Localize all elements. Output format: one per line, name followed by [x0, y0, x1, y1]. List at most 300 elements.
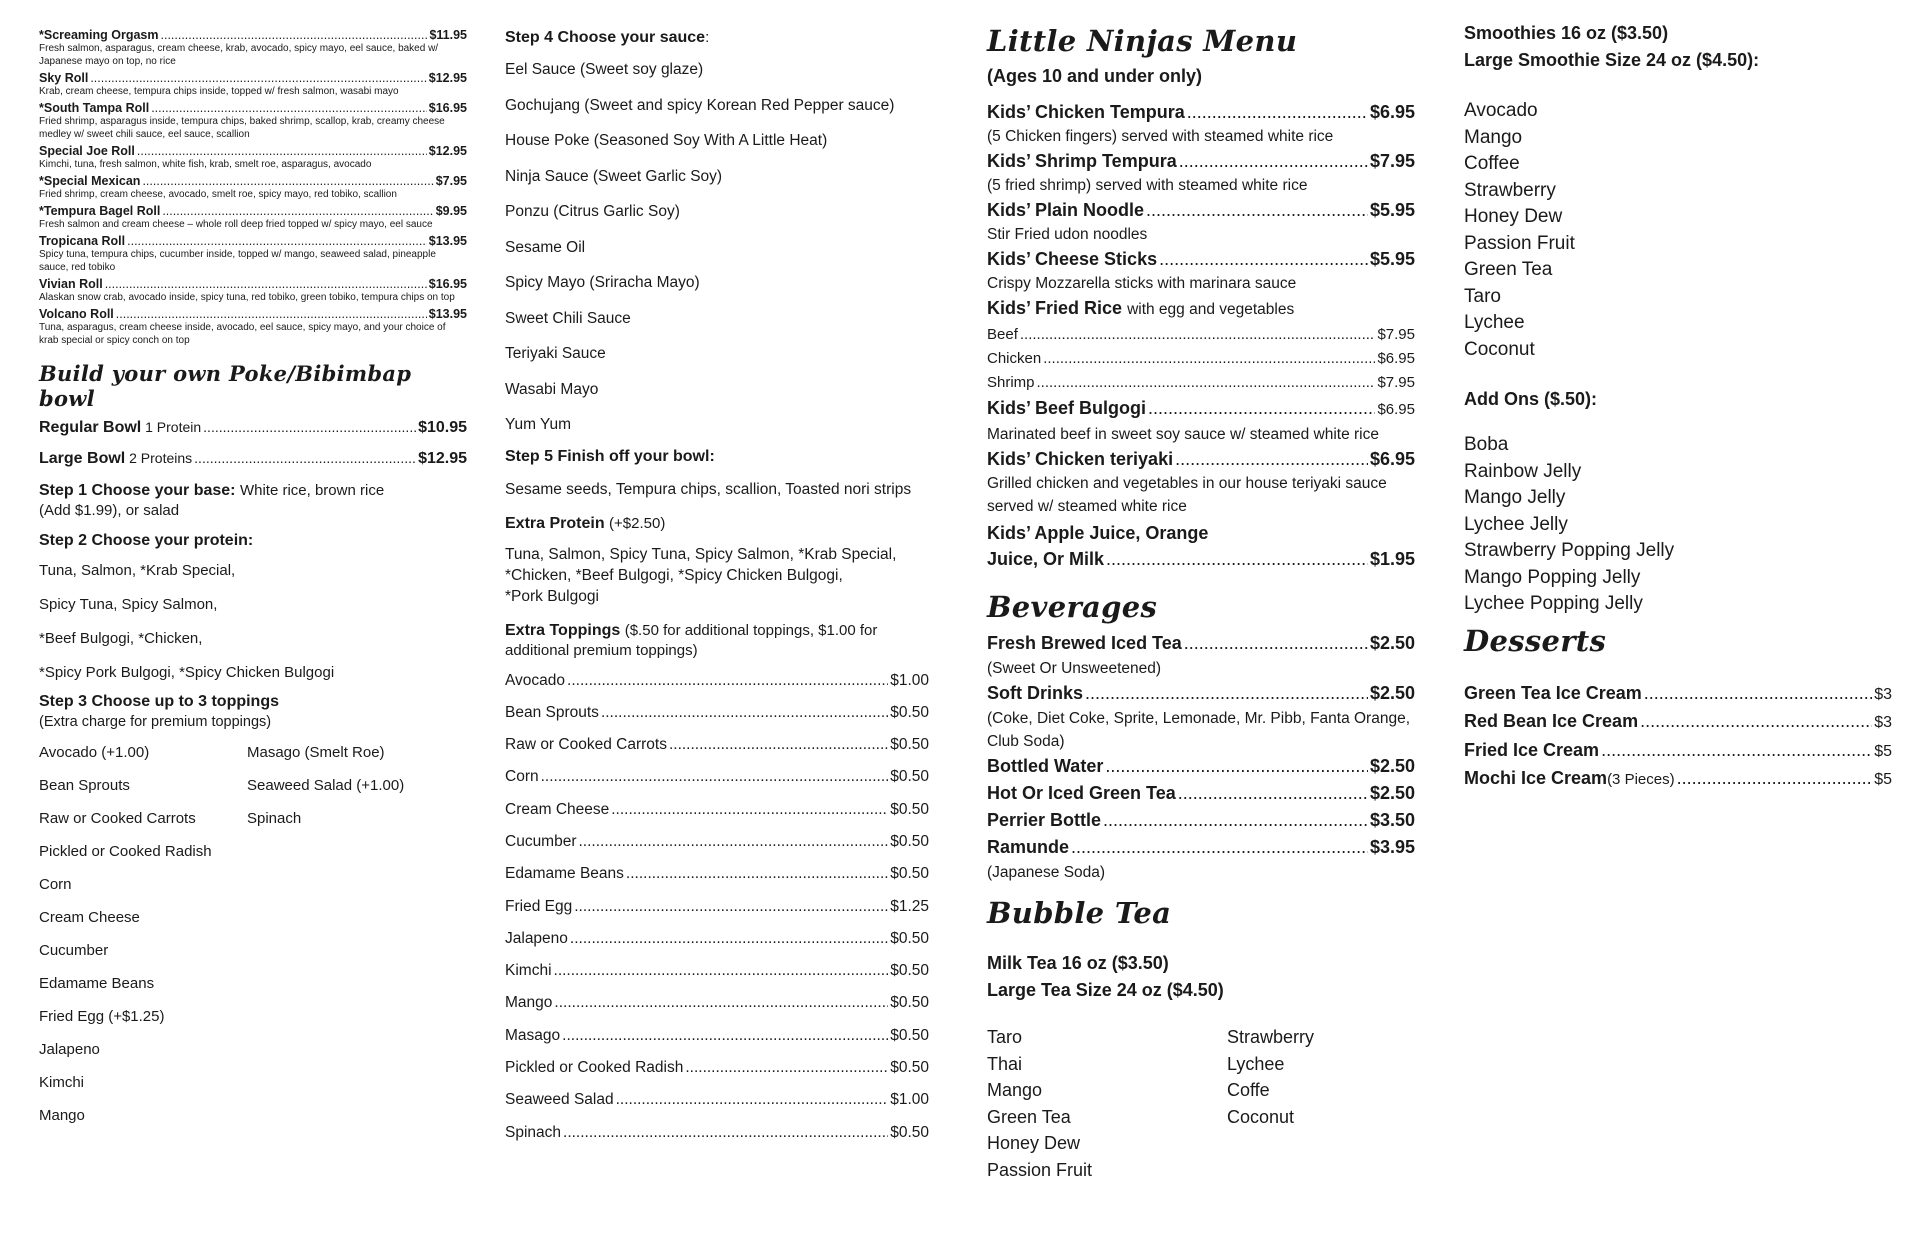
extra-topping-leader	[601, 697, 888, 729]
extra-topping-name: Fried Egg	[505, 897, 573, 915]
addon-item: Rainbow Jelly	[1464, 460, 1582, 482]
roll-line	[39, 101, 467, 115]
extra-topping-line	[505, 665, 929, 697]
beverage-price: $2.50	[1369, 756, 1415, 776]
extra-topping-line	[505, 794, 929, 826]
roll-price: $16.95	[428, 277, 467, 291]
teriyaki-price: $6.95	[1369, 449, 1415, 469]
beverages-heading: Beverages	[987, 590, 1158, 624]
roll-price: $9.95	[435, 204, 467, 218]
dessert-line	[1464, 737, 1892, 766]
fried-rice-name: Kids’ Fried Rice	[987, 298, 1123, 318]
extra-topping-line	[505, 1020, 929, 1052]
extra-topping-price: $0.50	[890, 1026, 929, 1044]
topping-item: Bean Sprouts	[39, 777, 130, 794]
roll-leader	[90, 71, 426, 85]
kids-item-name: Kids’ Chicken Tempura	[987, 102, 1185, 122]
roll-name: *Screaming Orgasm	[39, 28, 159, 42]
roll-name: *South Tampa Roll	[39, 101, 150, 115]
roll-desc: Tuna, asparagus, cream cheese inside, avocado, eel sauce, spicy mayo, and your choice of krab special or spicy conch on top	[39, 322, 446, 346]
smoothie-flavor: Honey Dew	[1464, 206, 1563, 227]
topping-item: Spinach	[247, 810, 302, 827]
extra-topping-leader	[616, 1084, 889, 1116]
extra-topping-price: $1.00	[890, 671, 929, 689]
extra-topping-leader	[669, 729, 888, 761]
roll-leader	[151, 101, 427, 115]
fried-rice-option-line	[987, 323, 1415, 347]
roll-leader	[137, 144, 427, 158]
roll-price: $16.95	[428, 101, 467, 115]
extra-protein-text	[505, 544, 929, 607]
topping-item: Mango	[39, 1107, 85, 1124]
protein-list	[39, 554, 467, 690]
roll-name: *Tempura Bagel Roll	[39, 204, 161, 218]
fried-rice-option-line	[987, 371, 1415, 395]
extra-topping-leader	[626, 858, 888, 890]
kids-item-line	[987, 148, 1415, 174]
roll-price: $12.95	[428, 71, 467, 85]
beverage-line	[987, 780, 1415, 807]
roll-item	[39, 204, 467, 231]
sauce-item: Sesame Oil	[505, 238, 586, 256]
protein-item: Tuna, Salmon, *Krab Special,	[39, 562, 236, 579]
dessert-leader	[1601, 737, 1872, 764]
beverage-price: $2.50	[1369, 783, 1415, 803]
kids-item-leader	[1187, 99, 1368, 125]
extra-topping-name: Cucumber	[505, 832, 577, 850]
extra-toppings-note: ($.50 for additional toppings, $1.00 for	[624, 621, 878, 639]
step5-text: Sesame seeds, Tempura chips, scallion, Toasted nori strips	[505, 480, 912, 498]
extra-topping-price: $0.50	[890, 832, 929, 850]
extra-topping-name: Avocado	[505, 671, 566, 689]
column-sauces-extras	[505, 26, 929, 1149]
step3-label: Step 3 Choose up to 3 toppings	[39, 693, 279, 710]
bubble-tea-flavors-left	[987, 1024, 1227, 1183]
column-smoothies-desserts	[1464, 20, 1892, 794]
bulgogi-name: Kids’ Beef Bulgogi	[987, 398, 1147, 418]
dessert-line	[1464, 708, 1892, 737]
topping-item: Seaweed Salad (+1.00)	[247, 777, 405, 794]
topping-item: Cucumber	[39, 942, 109, 959]
juice-line1	[987, 520, 1415, 546]
kids-item-desc: (5 fried shrimp) served with steamed white rice	[987, 177, 1308, 194]
roll-line	[39, 144, 467, 158]
kids-item-line	[987, 197, 1415, 223]
roll-price: $7.95	[435, 174, 467, 188]
bulgogi-desc: Marinated beef in sweet soy sauce w/ steamed white rice	[987, 426, 1379, 443]
roll-desc: Fried shrimp, cream cheese, avocado, smelt roe, spicy mayo, red tobiko, scallion	[39, 189, 397, 200]
extra-topping-leader	[554, 955, 889, 987]
step4: Step 4 Choose your sauce:	[505, 29, 710, 46]
extra-protein-label: Extra Protein	[505, 514, 605, 532]
roll-price: $11.95	[429, 28, 467, 42]
extra-topping-leader	[579, 826, 889, 858]
extra-topping-line	[505, 1084, 929, 1116]
bubble-tea-flavor: Honey Dew	[987, 1133, 1081, 1153]
smoothie-flavor: Lychee	[1464, 312, 1525, 333]
extra-topping-line	[505, 1052, 929, 1084]
dessert-name: Green Tea Ice Cream	[1464, 682, 1642, 703]
dessert-name: Red Bean Ice Cream	[1464, 711, 1639, 731]
extra-topping-leader	[611, 794, 888, 826]
extra-topping-leader	[567, 665, 888, 697]
extra-topping-line	[505, 697, 929, 729]
extra-topping-price: $0.50	[890, 962, 929, 980]
bulgogi-price: $6.95	[1377, 401, 1415, 418]
step3-note: (Extra charge for premium toppings)	[39, 714, 272, 730]
roll-leader	[162, 204, 433, 218]
column-rolls-bowl	[39, 28, 467, 1132]
dessert-line	[1464, 765, 1892, 794]
sauce-item: Yum Yum	[505, 416, 572, 433]
roll-name: Special Joe Roll	[39, 144, 135, 158]
roll-price: $13.95	[428, 234, 467, 248]
beverage-price: $3.50	[1369, 810, 1415, 830]
teriyaki-desc2: served w/ steamed white rice	[987, 498, 1187, 515]
milk-tea-line: Milk Tea 16 oz ($3.50)	[987, 953, 1169, 973]
step4-label: Step 4 Choose your sauce	[505, 29, 706, 46]
bubble-tea-heading: Bubble Tea	[987, 896, 1172, 930]
juice-name: Kids’ Apple Juice, Orange	[987, 523, 1209, 543]
desserts-list	[1464, 680, 1892, 794]
kids-item-line	[987, 246, 1415, 272]
beverage-desc: (Sweet Or Unsweetened)	[987, 660, 1162, 677]
extra-topping-name: Cream Cheese	[505, 800, 610, 818]
topping-item: Edamame Beans	[39, 975, 155, 992]
beverage-line	[987, 753, 1415, 780]
beverage-name: Soft Drinks	[987, 683, 1084, 703]
smoothie-line1: Smoothies 16 oz ($3.50)	[1464, 23, 1669, 43]
step3	[39, 692, 467, 732]
topping-item: Cream Cheese	[39, 909, 140, 926]
roll-desc: Fresh salmon and cream cheese – whole roll deep fried topped w/ spicy mayo, eel sauce	[39, 219, 433, 230]
extra-topping-name: Bean Sprouts	[505, 703, 599, 721]
sauce-item: Wasabi Mayo	[505, 380, 599, 398]
beverage-desc: Club Soda)	[987, 733, 1065, 750]
sauce-item: Spicy Mayo (Sriracha Mayo)	[505, 274, 700, 291]
juice-name2: Juice, Or Milk	[987, 549, 1105, 569]
beverage-leader	[1178, 780, 1368, 807]
fried-rice-note: with egg and vegetables	[1127, 301, 1295, 318]
extra-topping-name: Pickled or Cooked Radish	[505, 1059, 684, 1077]
roll-item	[39, 101, 467, 141]
extra-topping-leader	[563, 1117, 888, 1149]
beverage-leader	[1184, 630, 1368, 657]
roll-leader	[161, 28, 428, 42]
kids-item-name: Kids’ Plain Noodle	[987, 200, 1145, 220]
beverage-desc: (Coke, Diet Coke, Sprite, Lemonade, Mr. Pibb, Fanta Orange,	[987, 710, 1411, 727]
smoothie-flavor: Coconut	[1464, 338, 1535, 360]
beverage-name: Perrier Bottle	[987, 810, 1102, 830]
extra-topping-line	[505, 826, 929, 858]
step1-text2: (Add $1.99), or salad	[39, 502, 180, 519]
extra-topping-leader	[685, 1052, 888, 1084]
extra-topping-leader	[554, 987, 888, 1019]
beverage-leader	[1085, 680, 1368, 707]
toppings-right	[247, 736, 457, 1132]
beverage-desc: (Japanese Soda)	[987, 864, 1106, 881]
kids-item-leader	[1146, 197, 1368, 223]
kids-item-name: Kids’ Cheese Sticks	[987, 249, 1158, 269]
roll-name: Volcano Roll	[39, 307, 114, 321]
extra-topping-leader	[541, 761, 889, 793]
roll-name: Sky Roll	[39, 71, 89, 85]
beverage-price: $2.50	[1369, 683, 1415, 703]
sauce-item: Eel Sauce (Sweet soy glaze)	[505, 61, 704, 78]
desserts-heading: Desserts	[1464, 623, 1607, 658]
beverage-name: Fresh Brewed Iced Tea	[987, 633, 1182, 653]
extra-topping-name: Edamame Beans	[505, 865, 624, 883]
roll-item	[39, 71, 467, 98]
step2-label-text: Step 2 Choose your protein:	[39, 532, 254, 549]
extra-topping-price: $0.50	[890, 703, 929, 721]
roll-desc: Alaskan snow crab, avocado inside, spicy tuna, red tobiko, green tobiko, tempura chips on top	[39, 292, 455, 303]
extra-topping-leader	[570, 923, 888, 955]
extra-protein-line: Tuna, Salmon, Spicy Tuna, Spicy Salmon, *Krab Special,	[505, 545, 897, 563]
roll-leader	[116, 307, 427, 321]
topping-item: Jalapeno	[39, 1041, 100, 1058]
extra-topping-leader	[574, 891, 888, 923]
roll-item	[39, 234, 467, 274]
roll-price: $13.95	[428, 307, 467, 321]
dessert-name: Mochi Ice Cream	[1464, 768, 1608, 788]
extra-topping-name: Mango	[505, 994, 553, 1012]
bubble-tea-flavor: Mango	[987, 1080, 1043, 1100]
regular-bowl-note: 1 Protein	[145, 419, 202, 435]
roll-line	[39, 174, 467, 188]
extra-topping-price: $1.00	[890, 1091, 929, 1109]
juice-line2	[987, 546, 1415, 572]
extra-topping-price: $0.50	[890, 736, 929, 754]
addon-item: Mango Jelly	[1464, 487, 1566, 508]
extra-topping-line	[505, 955, 929, 987]
fried-rice-option-leader	[1043, 347, 1375, 371]
extra-toppings-list	[505, 665, 929, 1149]
extra-topping-price: $0.50	[890, 800, 929, 818]
column-kids-beverages	[987, 24, 1415, 1183]
extra-toppings-note2: additional premium toppings)	[505, 641, 698, 659]
step1	[39, 481, 467, 521]
beverage-price: $2.50	[1369, 633, 1415, 653]
step1-label: Step 1 Choose your base:	[39, 482, 236, 499]
topping-item: Fried Egg (+$1.25)	[39, 1008, 165, 1025]
dessert-line	[1464, 680, 1892, 709]
extra-topping-name: Masago	[505, 1026, 561, 1044]
addon-item: Lychee Popping Jelly	[1464, 593, 1643, 614]
beverage-list	[987, 630, 1415, 884]
fried-rice-option-leader	[1037, 371, 1376, 395]
extra-topping-line	[505, 1117, 929, 1149]
roll-leader	[142, 174, 433, 188]
kids-fried-rice	[987, 295, 1415, 572]
roll-name: *Special Mexican	[39, 174, 141, 188]
step5	[505, 447, 929, 467]
kids-items	[987, 99, 1415, 295]
sauce-item: Gochujang (Sweet and spicy Korean Red Pepper sauce)	[505, 96, 895, 114]
addons-heading: Add Ons ($.50):	[1464, 389, 1598, 409]
kids-menu-heading: Little Ninjas Menu	[987, 24, 1298, 58]
addon-item: Lychee Jelly	[1464, 513, 1568, 535]
extra-topping-price: $1.25	[890, 897, 929, 915]
extra-topping-name: Seaweed Salad	[505, 1091, 614, 1109]
roll-name: Vivian Roll	[39, 277, 103, 291]
bubble-tea-flavor: Green Tea	[987, 1106, 1071, 1127]
smoothie-flavor: Strawberry	[1464, 179, 1556, 201]
step1-text: White rice, brown rice	[239, 482, 385, 499]
beverage-name: Ramunde	[987, 837, 1070, 857]
addon-item: Boba	[1464, 434, 1509, 455]
extra-toppings-label: Extra Toppings	[505, 621, 621, 639]
extra-topping-line	[505, 761, 929, 793]
roll-line	[39, 234, 467, 248]
roll-name: Tropicana Roll	[39, 234, 126, 248]
beverage-price: $3.95	[1369, 837, 1415, 857]
bubble-tea-flavor: Thai	[987, 1053, 1023, 1074]
kids-item-line	[987, 99, 1415, 125]
roll-line	[39, 71, 467, 85]
fried-rice-option-name: Chicken	[987, 350, 1042, 367]
extra-topping-price: $0.50	[890, 1059, 929, 1077]
large-bowl-note: 2 Proteins	[129, 450, 193, 466]
topping-item: Pickled or Cooked Radish	[39, 843, 212, 860]
roll-line	[39, 28, 467, 42]
dessert-note: (3 Pieces)	[1607, 771, 1675, 788]
roll-desc: Fresh salmon, asparagus, cream cheese, krab, avocado, spicy mayo, eel sauce, baked w/ Japanese mayo on top, no rice	[39, 43, 439, 67]
dessert-price: $3	[1874, 685, 1892, 703]
extra-protein-line: *Chicken, *Beef Bulgogi, *Spicy Chicken Bulgogi,	[505, 566, 843, 584]
roll-item	[39, 277, 467, 304]
kids-item-leader	[1159, 246, 1368, 272]
dessert-price: $5	[1874, 742, 1892, 760]
extra-protein	[505, 514, 929, 534]
dessert-price: $3	[1874, 714, 1892, 731]
addons-list	[1464, 432, 1892, 618]
extra-protein-line: *Pork Bulgogi	[505, 587, 599, 605]
regular-bowl-line	[39, 419, 467, 437]
kids-item-price: $6.95	[1369, 102, 1415, 122]
bowl-heading: Build your own Poke/Bibimbap bowl	[39, 361, 412, 411]
sauce-item: Ponzu (Citrus Garlic Soy)	[505, 203, 680, 220]
extra-topping-name: Raw or Cooked Carrots	[505, 736, 667, 754]
protein-item: *Beef Bulgogi, *Chicken,	[39, 630, 203, 647]
large-bowl-name: Large Bowl	[39, 450, 126, 467]
smoothie-flavor: Green Tea	[1464, 259, 1553, 280]
dessert-name: Fried Ice Cream	[1464, 739, 1600, 760]
kids-item-price: $7.95	[1369, 151, 1415, 171]
beverage-line	[987, 680, 1415, 707]
beverage-name: Hot Or Iced Green Tea	[987, 783, 1176, 803]
sauce-item: Teriyaki Sauce	[505, 345, 606, 362]
bubble-tea-flavor: Taro	[987, 1027, 1023, 1047]
bubble-tea-flavor: Coconut	[1227, 1106, 1295, 1127]
protein-item: Spicy Tuna, Spicy Salmon,	[39, 596, 218, 613]
large-tea-line: Large Tea Size 24 oz ($4.50)	[987, 980, 1224, 1000]
extra-topping-line	[505, 729, 929, 761]
beverage-leader	[1105, 753, 1368, 780]
smoothie-flavor: Coffee	[1464, 153, 1520, 174]
sauce-item: Sweet Chili Sauce	[505, 309, 631, 327]
roll-price: $12.95	[428, 144, 467, 158]
roll-line	[39, 307, 467, 321]
addon-item: Mango Popping Jelly	[1464, 566, 1641, 588]
bubble-tea-flavor: Passion Fruit	[987, 1159, 1093, 1180]
roll-item	[39, 174, 467, 201]
topping-item: Masago (Smelt Roe)	[247, 744, 385, 761]
beverage-line	[987, 834, 1415, 861]
addon-item: Strawberry Popping Jelly	[1464, 540, 1675, 561]
fried-rice-option-name: Shrimp	[987, 374, 1035, 391]
smoothie-flavors	[1464, 98, 1892, 363]
dessert-leader	[1677, 765, 1873, 792]
fried-rice-option-price: $7.95	[1377, 374, 1415, 391]
dessert-leader	[1644, 680, 1872, 707]
sauce-item: Ninja Sauce (Sweet Garlic Soy)	[505, 167, 723, 185]
roll-item	[39, 144, 467, 171]
fried-rice-option-name: Beef	[987, 326, 1018, 343]
extra-topping-price: $0.50	[890, 865, 929, 883]
bubble-tea-flavors-right	[1227, 1024, 1314, 1183]
kids-item-name: Kids’ Shrimp Tempura	[987, 151, 1177, 171]
fried-rice-option-leader	[1020, 323, 1376, 347]
kids-item-price: $5.95	[1369, 249, 1415, 269]
roll-desc: Krab, cream cheese, tempura chips inside, topped w/ fresh salmon, wasabi mayo	[39, 86, 399, 97]
smoothie-flavor: Taro	[1464, 285, 1501, 307]
topping-item: Avocado (+1.00)	[39, 744, 150, 761]
beverage-line	[987, 630, 1415, 657]
extra-topping-line	[505, 923, 929, 955]
roll-item	[39, 28, 467, 68]
regular-bowl-name: Regular Bowl	[39, 419, 142, 436]
roll-line	[39, 204, 467, 218]
teriyaki-line	[987, 446, 1415, 472]
dessert-leader	[1640, 708, 1872, 735]
bubble-tea-flavor: Coffe	[1227, 1080, 1270, 1100]
topping-item: Corn	[39, 876, 72, 893]
dessert-price: $5	[1874, 771, 1892, 788]
roll-leader	[127, 234, 427, 248]
kids-item-leader	[1179, 148, 1368, 174]
sauce-list	[505, 52, 929, 443]
smoothie-flavor: Passion Fruit	[1464, 232, 1575, 254]
kids-age-note: (Ages 10 and under only)	[987, 66, 1203, 86]
fried-rice-line	[987, 295, 1415, 323]
teriyaki-name: Kids’ Chicken teriyaki	[987, 449, 1174, 469]
toppings-left	[39, 736, 247, 1132]
beverage-name: Bottled Water	[987, 756, 1104, 776]
kids-item-desc: Crispy Mozzarella sticks with marinara sauce	[987, 275, 1297, 292]
large-bowl-price: $12.95	[418, 450, 467, 467]
extra-topping-price: $0.50	[890, 768, 929, 786]
extra-topping-name: Corn	[505, 768, 539, 786]
roll-desc: Kimchi, tuna, fresh salmon, white fish, krab, smelt roe, asparagus, avocado	[39, 159, 372, 170]
extra-topping-price: $0.50	[890, 929, 929, 947]
smoothie-line2: Large Smoothie Size 24 oz ($4.50):	[1464, 50, 1760, 70]
extra-topping-name: Kimchi	[505, 962, 552, 980]
roll-line	[39, 277, 467, 291]
bubble-tea-flavor: Lychee	[1227, 1053, 1285, 1074]
bulgogi-line	[987, 395, 1415, 423]
smoothie-flavor: Avocado	[1464, 100, 1538, 121]
topping-item: Raw or Cooked Carrots	[39, 810, 196, 827]
extra-protein-note: (+$2.50)	[609, 514, 666, 532]
extra-topping-name: Jalapeno	[505, 929, 568, 947]
smoothie-flavor: Mango	[1464, 126, 1523, 148]
fried-rice-options	[987, 323, 1415, 395]
roll-leader	[105, 277, 427, 291]
bubble-tea-flavor: Strawberry	[1227, 1027, 1315, 1047]
kids-item-price: $5.95	[1369, 200, 1415, 220]
teriyaki-desc: Grilled chicken and vegetables in our house teriyaki sauce	[987, 475, 1387, 492]
